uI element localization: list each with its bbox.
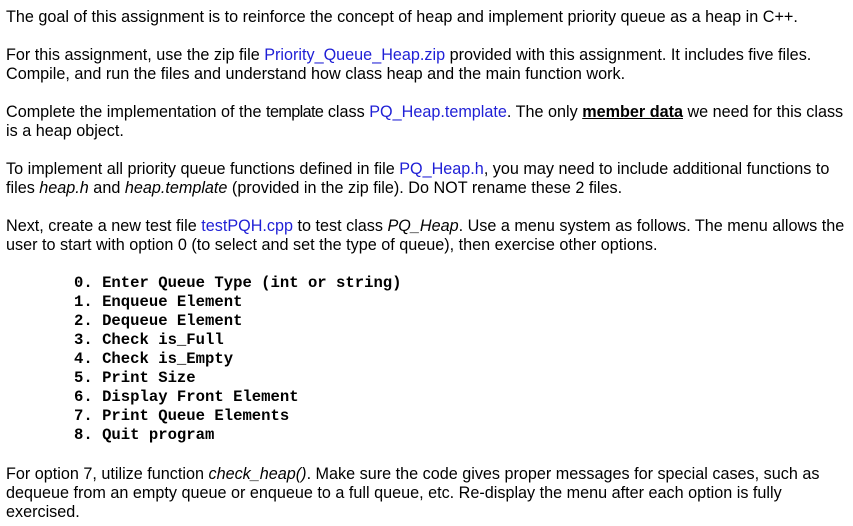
- functions-text-after: (provided in the zip file). Do NOT rename these 2 files.: [227, 179, 623, 197]
- template-text-after: we need for this class is a heap object.: [6, 103, 844, 140]
- test-text-before: Next, create a new test file: [6, 217, 202, 235]
- option7-text-after: . Make sure the code gives proper messages for special cases, such as dequeue from an empty queue or enqueue to a full queue, etc. Re-display the menu after each option is fully exercised.: [6, 465, 820, 521]
- test-text-middle: to test class: [293, 217, 388, 235]
- zip-text-before: For this assignment, use the zip file: [6, 46, 265, 64]
- template-word: template: [266, 103, 324, 121]
- heap-h-filename: heap.h: [39, 179, 89, 197]
- menu-option: 7. Print Queue Elements: [74, 407, 290, 425]
- menu-option: 5. Print Size: [74, 369, 196, 387]
- intro-paragraph: [6, 8, 848, 27]
- test-text-after: . Use a menu system as follows. The menu allows the user to start with option 0 (to select and set the type of queue), then exercise other options.: [6, 217, 845, 254]
- test-pqh-cpp-link[interactable]: testPQH.cpp: [201, 217, 294, 235]
- option7-paragraph: [6, 465, 848, 522]
- menu-option: 1. Enqueue Element: [74, 293, 243, 311]
- functions-paragraph: [6, 160, 848, 198]
- heap-template-filename: heap.template: [124, 179, 228, 197]
- functions-text-before: To implement all priority queue functions defined in file: [6, 160, 400, 178]
- pq-heap-h-link[interactable]: PQ_Heap.h: [399, 160, 484, 178]
- zip-paragraph: [6, 46, 848, 84]
- menu-option: 0. Enter Queue Type (int or string): [74, 274, 402, 292]
- template-text-middle: . The only: [506, 103, 583, 121]
- test-file-paragraph: [6, 217, 848, 255]
- zip-text-after: provided with this assignment. It includes five files. Compile, and run the files and understand how class heap and the main function work.: [6, 46, 812, 83]
- functions-text-middle: , you may need to include additional functions to files: [6, 160, 830, 197]
- check-heap-function: check_heap(): [208, 465, 307, 483]
- intro-text: The goal of this assignment is to reinforce the concept of heap and implement priority queue as a heap in C++.: [6, 8, 798, 26]
- menu-option: 4. Check is_Empty: [74, 350, 234, 368]
- zip-file-link[interactable]: Priority_Queue_Heap.zip: [264, 46, 446, 64]
- template-paragraph: [6, 103, 848, 141]
- menu-option: 3. Check is_Full: [74, 331, 224, 349]
- option7-text-before: For option 7, utilize function: [6, 465, 209, 483]
- menu-options-list: [74, 274, 848, 445]
- menu-option: 8. Quit program: [74, 426, 215, 444]
- member-data-emphasis: member data: [582, 103, 683, 121]
- pq-heap-template-link[interactable]: PQ_Heap.template: [369, 103, 507, 121]
- template-text-before: Complete the implementation of the: [6, 103, 267, 121]
- menu-option: 6. Display Front Element: [74, 388, 299, 406]
- pq-heap-class-name: PQ_Heap: [387, 217, 459, 235]
- functions-text-and: and: [88, 179, 125, 197]
- template-text-class: class: [323, 103, 370, 121]
- assignment-document: [6, 8, 848, 522]
- menu-option: 2. Dequeue Element: [74, 312, 243, 330]
